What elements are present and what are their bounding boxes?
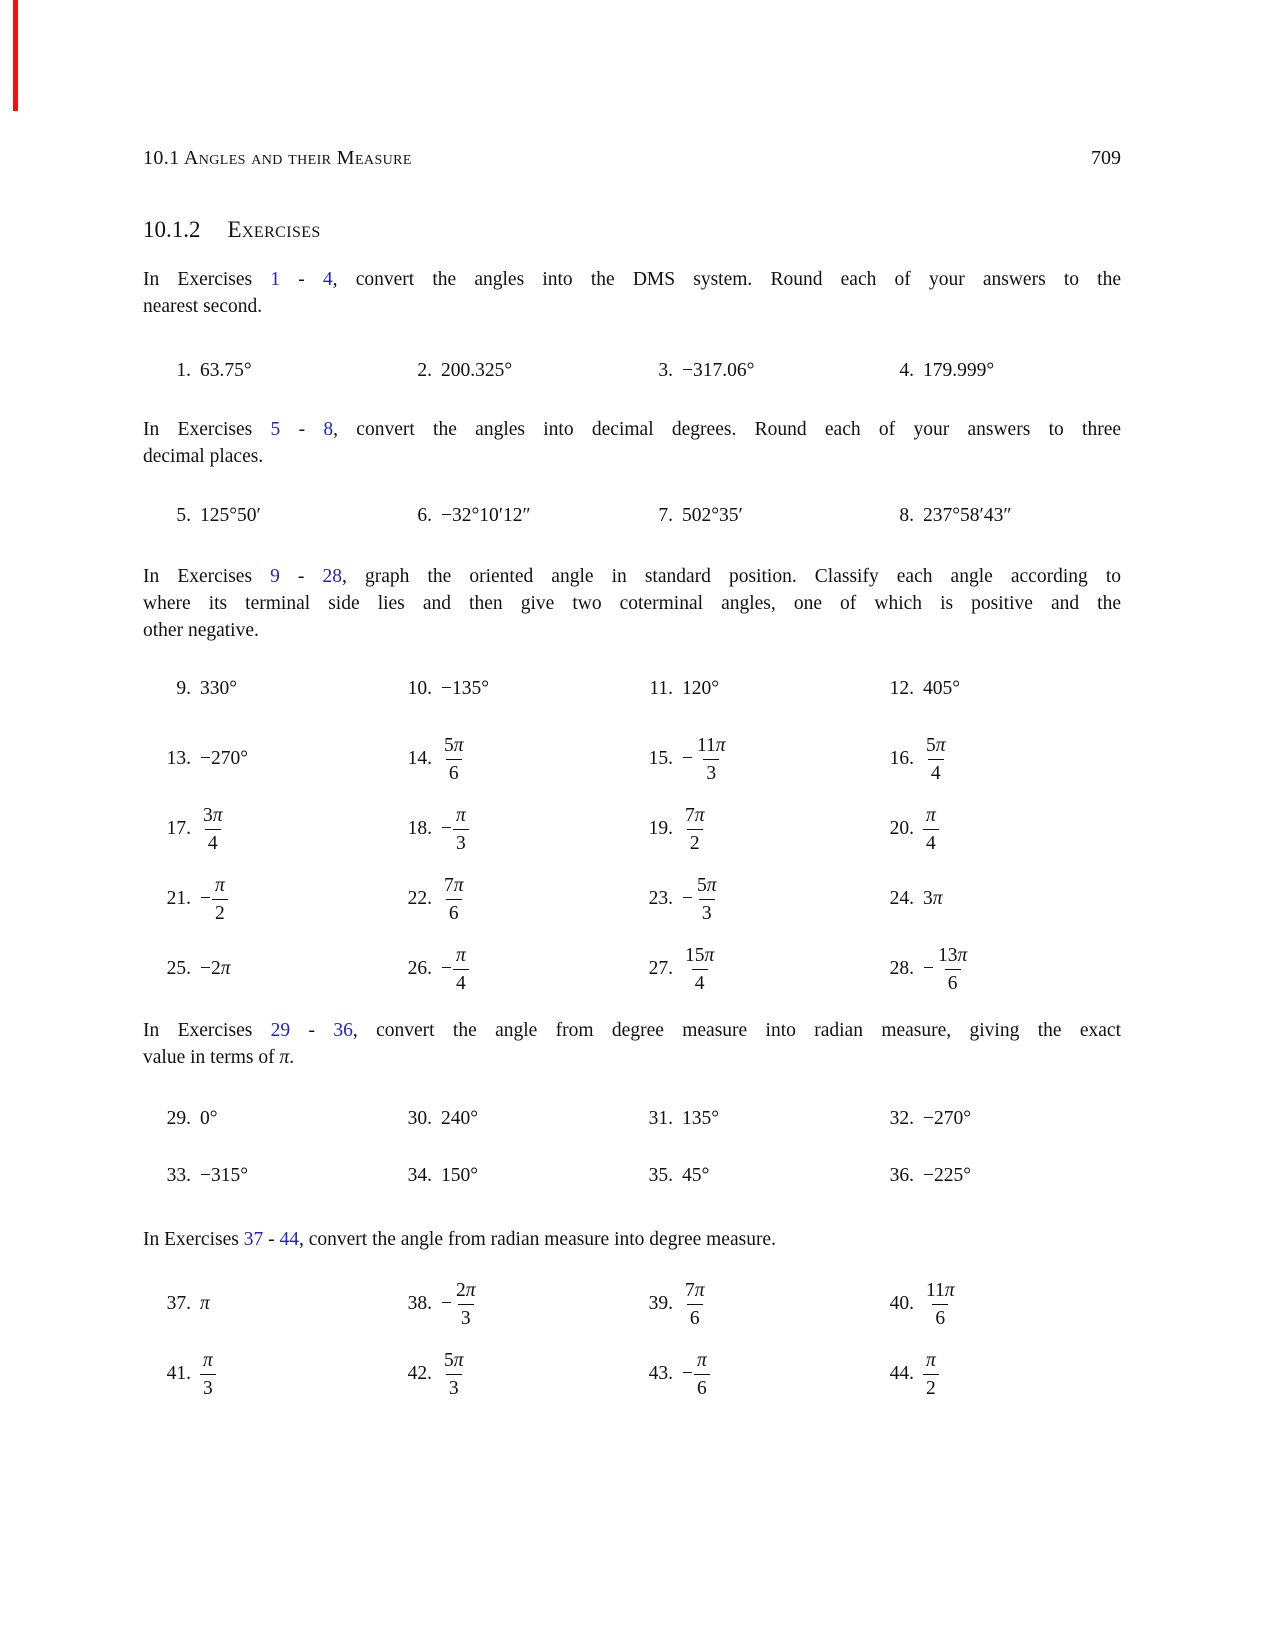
exercise-range-link[interactable]: 9 [270,566,280,587]
fraction-denominator: 3 [200,1374,216,1400]
item-value [441,734,467,785]
exercise-item [398,804,639,855]
item-value: −270° [200,748,249,769]
item-number: 31. [648,1107,673,1129]
fraction-denominator: 4 [692,969,708,995]
pi-symbol: π [926,1349,936,1371]
item-number: 17. [166,818,191,839]
exercise-item [398,678,639,700]
pi-symbol: π [697,1349,707,1371]
exercise-item [880,888,1121,910]
instruction-text: In Exercises [143,1020,271,1041]
fraction-numerator [453,804,469,829]
fraction-numerator: 3π [203,804,223,826]
fraction-numerator: 15π [685,944,715,966]
fraction-numerator: 7π [444,874,464,896]
instruction-text: nearest second. [143,296,263,317]
instruction-text: - [280,419,324,440]
section-number: 10.1.2 [143,217,201,242]
exercise-range-link[interactable]: 44 [279,1229,299,1250]
item-number: 42. [407,1363,432,1384]
item-value: 45° [682,1164,710,1186]
fraction [682,804,708,855]
fraction-numerator: 5π [697,874,717,896]
item-number: 3. [658,360,673,381]
instruction-line [143,590,1121,617]
fraction-denominator: 6 [932,1304,948,1330]
fraction-denominator: 6 [694,1374,710,1400]
fraction-denominator: 6 [945,969,961,995]
pi-symbol: π [957,944,968,966]
exercise-item [157,1293,398,1315]
fraction-denominator: 4 [928,759,944,785]
exercise-item [398,874,639,925]
item-value [682,1349,710,1400]
item-value [923,1349,939,1400]
instruction-text: , convert the angles into the DMS system. Round each of your answers to the [332,269,1122,290]
pi-symbol: π [926,804,936,826]
fraction-denominator: 3 [453,829,469,855]
exercise-item [157,804,398,855]
item-number: 30. [407,1107,432,1129]
pi-symbol: π [453,734,464,756]
fraction-numerator: 11π [926,1279,955,1301]
item-number: 1. [176,360,191,381]
pi-symbol: π [935,734,946,756]
item-number: 10. [407,678,432,699]
section-title: Exercises [227,217,321,242]
item-value [682,734,729,785]
exercise-item [639,734,880,785]
item-number: 41. [166,1363,191,1384]
item-value: 179.999° [923,360,995,381]
exercise-item [157,748,398,770]
instruction-text: - [290,1020,334,1041]
item-number: 37. [166,1293,191,1314]
exercise-item [398,734,639,785]
item-number: 23. [648,888,673,909]
item-value [923,944,970,995]
instruction-paragraph [143,416,1121,470]
instruction-text: , convert the angle from radian measure into degree measure. [298,1229,776,1250]
exercise-item [639,944,880,995]
exercise-item [880,1279,1121,1330]
fraction-denominator: 4 [923,829,939,855]
instruction-line [143,266,1121,293]
item-value: 405° [923,678,961,699]
item-number: 9. [176,678,191,699]
item-value: 120° [682,678,720,699]
exercise-item [157,678,398,700]
pi-symbol: π [694,1279,705,1301]
exercise-item [398,1108,639,1130]
pi-symbol: π [453,1349,464,1371]
fraction [453,804,469,855]
page-number: 709 [1091,147,1121,169]
item-value [682,1279,708,1330]
fraction-numerator [923,1349,939,1374]
item-number: 15. [648,748,673,769]
item-number: 5. [176,505,191,526]
fraction [441,874,467,925]
instruction-line [143,617,1121,644]
item-number: 7. [658,505,673,526]
fraction-numerator: 7π [685,804,705,826]
page-header [143,147,1121,169]
exercise-item [639,360,880,382]
red-edge-mark [13,0,18,111]
instruction-line [143,1044,1121,1071]
exercise-item [157,958,398,980]
exercise-item [398,505,639,527]
fraction [200,804,226,855]
exercise-item [157,874,398,925]
exercise-item [880,1349,1121,1400]
item-number: 14. [407,748,432,769]
fraction [682,944,717,995]
exercise-item [880,360,1121,382]
item-value [200,1349,216,1400]
fraction [441,734,467,785]
exercise-item [157,1165,398,1187]
item-number: 27. [648,958,673,979]
instruction-paragraph [143,1017,1121,1071]
exercise-item [639,804,880,855]
exercise-range-link[interactable]: 28 [322,566,343,587]
item-number: 33. [166,1164,191,1186]
item-number: 38. [407,1293,432,1314]
instruction-text: value in terms of [143,1047,280,1068]
pi-symbol: π [456,804,466,826]
exercise-item [398,944,639,995]
minus-sign: − [200,888,211,909]
instruction-text: - [263,1229,280,1250]
instruction-line [143,416,1121,443]
item-value [441,874,467,925]
exercise-range-link[interactable]: 5 [270,419,281,440]
item-value [923,734,949,785]
item-number: 22. [407,888,432,909]
fraction-numerator: 2π [456,1279,476,1301]
instruction-line [143,293,1121,320]
running-head: 10.1 Angles and their Measure [143,147,412,169]
item-value: −270° [923,1107,972,1129]
item-value: −135° [441,678,490,699]
item-value [682,874,720,925]
item-value [682,804,708,855]
minus-sign: − [682,748,693,769]
item-number: 43. [648,1363,673,1384]
instruction-text: In Exercises [143,419,271,440]
exercise-item [157,505,398,527]
item-value: 237°58′43″ [923,505,1012,526]
minus-sign: − [682,1363,693,1384]
item-value [200,1293,210,1315]
item-number: 32. [889,1107,914,1129]
fraction-denominator: 3 [458,1304,474,1330]
fraction [923,804,939,855]
item-number: 12. [889,678,914,699]
exercise-item [880,944,1121,995]
item-value [441,1349,467,1400]
exercise-grid [143,654,1121,1004]
exercise-item [880,1165,1121,1187]
instruction-text: , graph the oriented angle in standard position. Classify each angle according to [342,566,1121,587]
fraction [923,1349,939,1400]
fraction-denominator: 6 [446,899,462,925]
item-number: 19. [648,818,673,839]
item-number: 44. [889,1363,914,1384]
exercise-item [880,505,1121,527]
fraction-numerator: 5π [444,1349,464,1371]
item-value: 125°50′ [200,505,261,526]
item-value: −2 π [200,958,231,979]
fraction [694,1349,710,1400]
item-value: 0° [200,1107,218,1129]
fraction-numerator [453,944,469,969]
item-value [682,944,717,995]
exercise-item [880,1108,1121,1130]
fraction-numerator [694,1349,710,1374]
item-value: 330° [200,678,238,699]
fraction [682,1279,708,1330]
fraction-numerator: 13π [938,944,968,966]
fraction-numerator: 7π [685,1279,705,1301]
exercise-item [157,360,398,382]
item-number: 26. [407,958,432,979]
item-number: 11. [649,678,673,699]
item-value: −315° [200,1164,249,1186]
pi-symbol: π [453,874,464,896]
instruction-line [143,1226,1121,1253]
pi-symbol: π [715,734,726,756]
instruction-text: - [280,269,323,290]
fraction-numerator [212,874,228,899]
pi-symbol: π [704,944,715,966]
exercise-range-link[interactable]: 29 [270,1020,291,1041]
pi-symbol: π [694,804,705,826]
instruction-line [143,443,1121,470]
item-value: 200.325° [441,360,513,381]
item-value [200,874,228,925]
item-value: −317.06° [682,360,755,381]
section-heading [143,217,1121,243]
pi-symbol: π [279,1047,290,1068]
minus-sign: − [441,958,452,979]
item-value: −225° [923,1164,972,1186]
item-number: 25. [166,958,191,979]
item-number: 39. [648,1293,673,1314]
exercise-grid [143,505,1121,527]
fraction-numerator [923,804,939,829]
item-number: 35. [648,1164,673,1186]
fraction-numerator: 5π [444,734,464,756]
minus-sign: − [923,958,934,979]
fraction-denominator: 6 [687,1304,703,1330]
item-value [923,1279,958,1330]
item-number: 4. [899,360,914,381]
fraction-denominator: 3 [699,899,715,925]
item-value: −32°10′12″ [441,505,531,526]
fraction [923,1279,958,1330]
fraction [212,874,228,925]
instruction-paragraph [143,563,1121,644]
fraction-denominator: 4 [205,829,221,855]
fraction-denominator: 2 [687,829,703,855]
fraction-numerator: 11π [697,734,726,756]
item-number: 16. [889,748,914,769]
exercise-range-link[interactable]: 36 [333,1020,353,1041]
pi-symbol: π [465,1279,476,1301]
instruction-line [143,563,1121,590]
fraction-denominator: 3 [703,759,719,785]
item-value [441,944,469,995]
exercise-range-link[interactable]: 8 [323,419,334,440]
fraction-denominator: 4 [453,969,469,995]
fraction-denominator: 6 [446,759,462,785]
fraction-denominator: 2 [212,899,228,925]
pi-symbol: π [220,958,231,979]
fraction-numerator: 5π [926,734,946,756]
instruction-text: . [289,1047,295,1068]
exercise-grid [143,360,1121,382]
exercise-item [639,1108,880,1130]
item-value: 150° [441,1164,479,1186]
pi-symbol: π [944,1279,955,1301]
pi-symbol: π [200,1293,210,1314]
instruction-text: , convert the angles into decimal degrees. Round each of your answers to three [333,419,1121,440]
item-number: 28. [889,958,914,979]
exercise-item [157,1108,398,1130]
instruction-text: In Exercises [143,566,271,587]
pi-symbol: π [212,804,223,826]
item-number: 20. [889,818,914,839]
item-number: 29. [166,1107,191,1129]
exercise-item [639,874,880,925]
exercise-range-link[interactable]: 1 [270,269,281,290]
instruction-text: , convert the angle from degree measure into radian measure, giving the exact [352,1020,1121,1041]
minus-sign: − [441,818,452,839]
fraction [453,1279,479,1330]
fraction [694,734,729,785]
exercise-item [157,1349,398,1400]
exercise-grid [143,1090,1121,1204]
instruction-text: In Exercises [143,1229,244,1250]
exercise-item [398,360,639,382]
exercise-item [639,678,880,700]
exercise-item [880,804,1121,855]
item-value [200,804,226,855]
fraction [441,1349,467,1400]
exercise-item [398,1349,639,1400]
pi-symbol: π [932,888,943,909]
instruction-text: decimal places. [143,446,264,467]
fraction [923,734,949,785]
item-number: 24. [889,888,914,909]
exercise-item [880,678,1121,700]
fraction [935,944,970,995]
item-value: 3 π [923,888,943,909]
page-content [143,147,1121,1409]
item-number: 40. [889,1293,914,1314]
pi-symbol: π [215,874,225,896]
item-value [441,1279,479,1330]
item-value [441,804,469,855]
instruction-paragraph [143,1226,1121,1253]
minus-sign: − [441,1293,452,1314]
item-number: 2. [417,360,432,381]
item-value [923,804,939,855]
exercise-item [639,1349,880,1400]
instruction-line [143,1017,1121,1044]
fraction [453,944,469,995]
exercise-item [639,505,880,527]
instruction-text: - [279,566,323,587]
exercise-item [398,1165,639,1187]
item-number: 18. [407,818,432,839]
item-number: 34. [407,1164,432,1186]
item-value: 240° [441,1107,479,1129]
pi-symbol: π [706,874,717,896]
item-value: 502°35′ [682,505,743,526]
fraction [694,874,720,925]
pi-symbol: π [456,944,466,966]
exercise-item [880,734,1121,785]
exercise-grid [143,1269,1121,1409]
minus-sign: − [682,888,693,909]
exercise-item [639,1165,880,1187]
fraction-numerator [200,1349,216,1374]
instruction-text: In Exercises [143,269,271,290]
item-number: 21. [166,888,191,909]
exercise-item [639,1279,880,1330]
exercise-item [398,1279,639,1330]
fraction-denominator: 3 [446,1374,462,1400]
fraction [200,1349,216,1400]
fraction-denominator: 2 [923,1374,939,1400]
exercise-range-link[interactable]: 37 [243,1229,264,1250]
item-value: 135° [682,1107,720,1129]
item-number: 36. [889,1164,914,1186]
instruction-paragraph [143,266,1121,320]
item-number: 6. [417,505,432,526]
exercise-range-link[interactable]: 4 [322,269,333,290]
instruction-text: where its terminal side lies and then give two coterminal angles, one of which is positive and the [143,593,1121,614]
pi-symbol: π [203,1349,213,1371]
item-number: 13. [166,748,191,769]
item-value: 63.75° [200,360,252,381]
item-number: 8. [899,505,914,526]
instruction-text: other negative. [143,620,259,641]
